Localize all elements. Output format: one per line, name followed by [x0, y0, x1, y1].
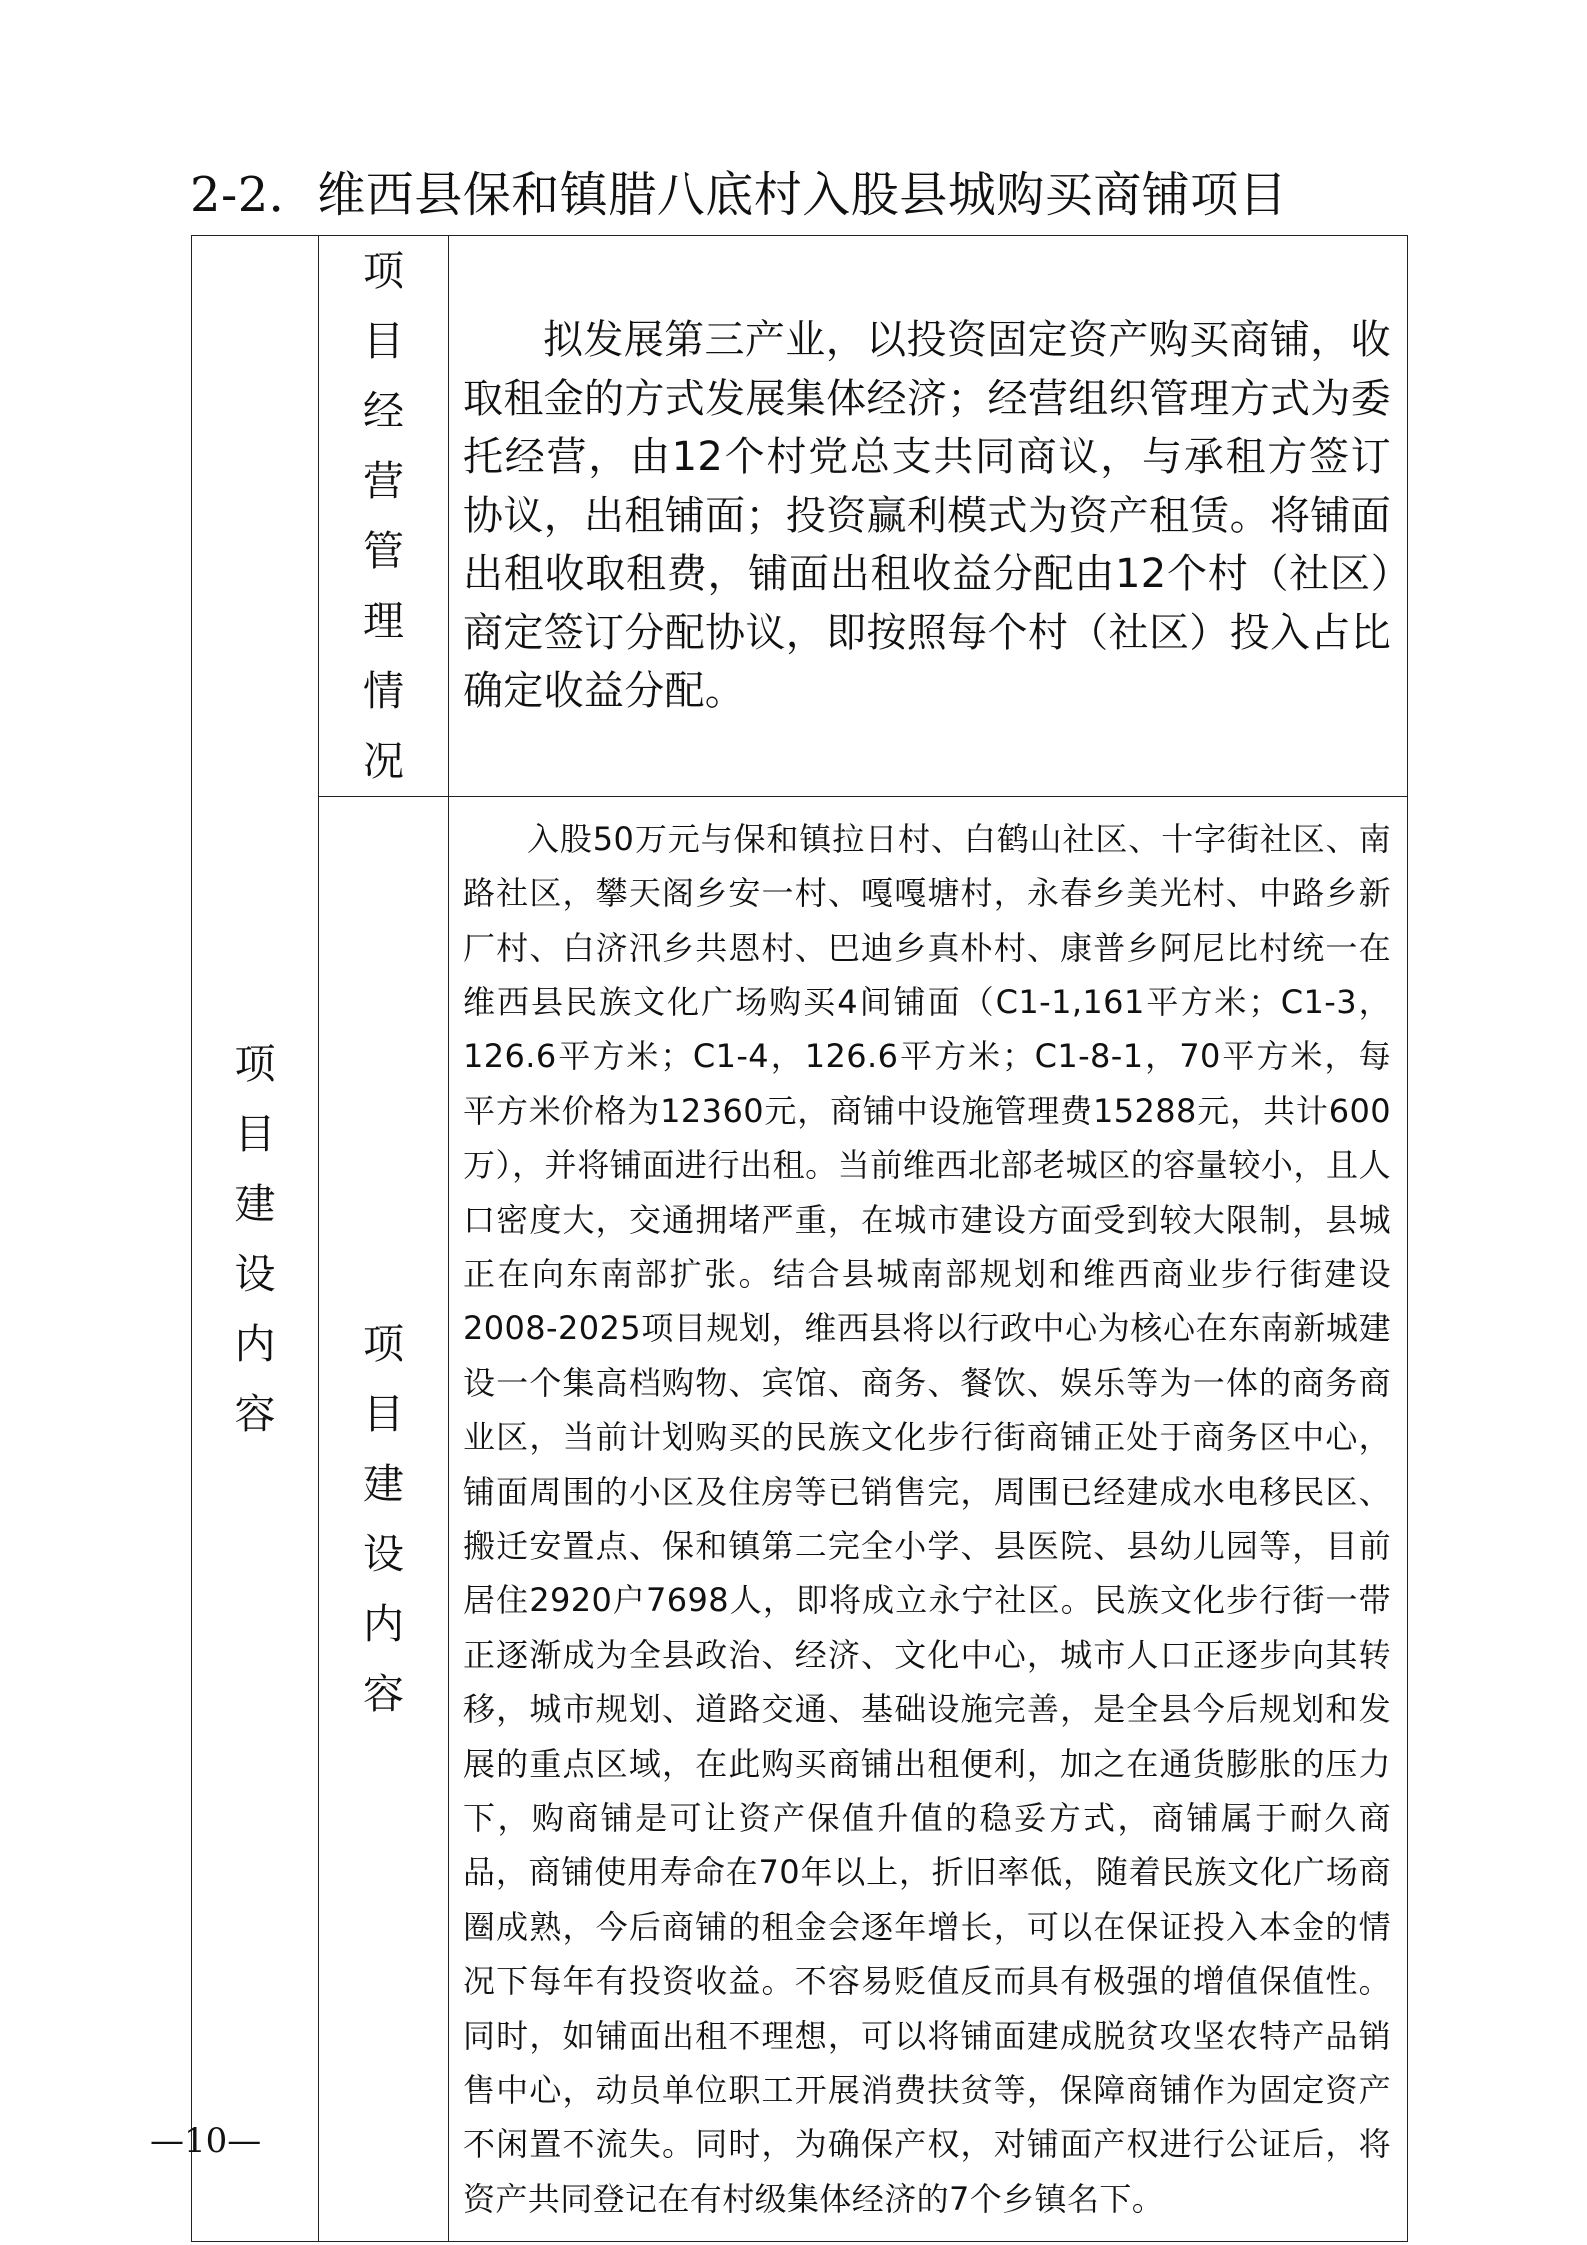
row-content-cell: [449, 797, 1408, 2242]
row-content-cell: [449, 236, 1408, 797]
table-row: [192, 236, 1408, 797]
row-group-label: 项目建设内容: [234, 1039, 276, 1438]
row-label-construction: 项目建设内容: [363, 1320, 404, 1718]
row-label-cell: [319, 797, 449, 2242]
document-title: 2-2．维西县保和镇腊八底村入股县城购买商铺项目: [190, 167, 1288, 223]
row-label-cell: [319, 236, 449, 797]
project-table: [191, 235, 1408, 2242]
row-group-label-cell: [192, 236, 319, 2242]
page-number: —10—: [150, 2121, 262, 2161]
construction-description: 入股50万元与保和镇拉日村、白鹤山社区、十字街社区、南路社区，攀天阁乡安一村、嘎嘎塘村，永春乡美光村、中路乡新厂村、白济汛乡共恩村、巴迪乡真朴村、康普乡阿尼比村统一在维西县民族文化广场购买4间铺面（C1-1,161平方米；C1-3，126.6平方米；C1-4，126.6平方米；C1-8-1，70平方米，每平方米价格为12360元，商铺中设施管理费15288元，共计600万），并将铺面进行出租。当前维西北部老城区的容量较小，且人口密度大，交通拥堵严重，在城市建设方面受到较大限制，县城正在向东南部扩张。结合县城南部规划和维西商业步行街建设2008-2025项目规划，维西县将以行政中心为核心在东南新城建设一个集高档购物、宾馆、商务、餐饮、娱乐等为一体的商务商业区，当前计划购买的民族文化步行街商铺正处于商务区中心，铺面周围的小区及住房等已销售完，周围已经建成水电移民区、搬迁安置点、保和镇第二完全小学、县医院、县幼儿园等，目前居住2920户7698人，即将成立永宁社区。民族文化步行街一带正逐渐成为全县政治、经济、文化中心，城市人口正逐步向其转移，城市规划、道路交通、基础设施完善，是全县今后规划和发展的重点区域，在此购买商铺出租便利，加之在通货膨胀的压力下，购商铺是可让资产保值升值的稳妥方式，商铺属于耐久商品，商铺使用寿命在70年以上，折旧率低，随着民族文化广场商圈成熟，今后商铺的租金会逐年增长，可以在保证投入本金的情况下每年有投资收益。不容易贬值反而具有极强的增值保值性。同时，如铺面出租不理想，可以将铺面建成脱贫攻坚农特产品销售中心，动员单位职工开展消费扶贫等，保障商铺作为固定资产不闲置不流失。同时，为确保产权，对铺面产权进行公证后，将资产共同登记在有村级集体经济的7个乡镇名下。: [463, 819, 1391, 2218]
management-description: 拟发展第三产业，以投资固定资产购买商铺，收取租金的方式发展集体经济；经营组织管理方式为委托经营，由12个村党总支共同商议，与承租方签订协议，出租铺面；投资赢利模式为资产租赁。将铺面出租收取租费，铺面出租收益分配由12个村（社区）商定签订分配协议，即按照每个村（社区）投入占比确定收益分配。: [463, 317, 1391, 715]
row-label-management: 项目经营管理情况: [363, 247, 404, 785]
table-row: [192, 797, 1408, 2242]
